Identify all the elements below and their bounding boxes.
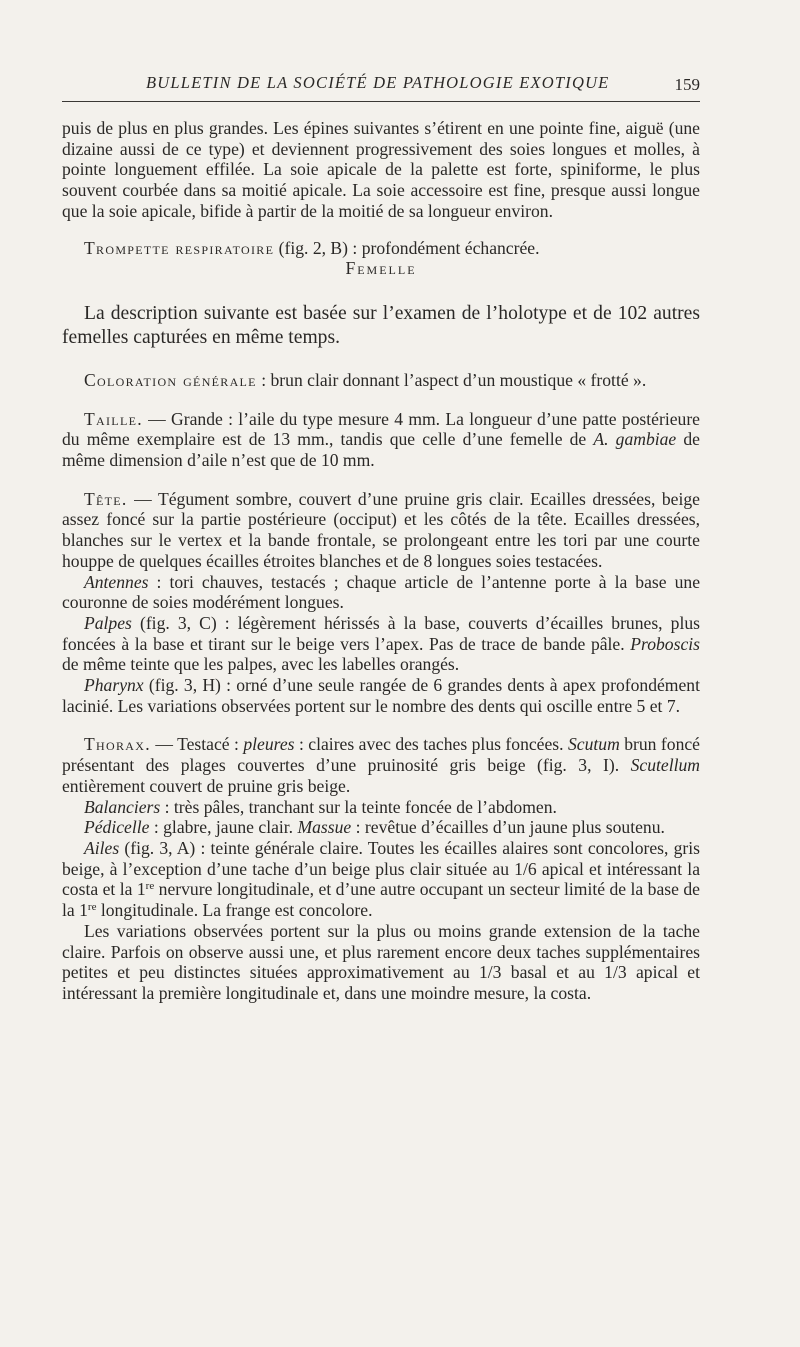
body-text — [62, 118, 700, 1004]
running-header — [62, 73, 702, 97]
trompette-text: (fig. 2, B) : profondément échancrée. — [274, 237, 540, 258]
journal-title: BULLETIN DE LA SOCIÉTÉ DE PATHOLOGIE EXOTIQUE — [146, 73, 610, 92]
scutellum-term: Scutellum — [630, 755, 700, 776]
page-number: 159 — [674, 75, 700, 94]
coloration-label: Coloration générale — [84, 369, 257, 390]
tete-text: — Tégument sombre, couvert d’une pruine gris clair. Ecailles dressées, beige assez foncé sur la partie postérieure (occiput) et les côtés de la tête. Ecailles dressées, blanches sur le vertex et la bande frontale, se prolongeant entre les tori par une courte houppe de quelques écailles étroites blanches et de 8 longues soies testacées. — [62, 488, 700, 571]
pleures-term: pleures — [243, 734, 295, 755]
pharynx-text: (fig. 3, H) : orné d’une seule rangée de 6 grandes dents à apex profondément lacinié. Les variations observées portent sur le nombre des dents qui oscille entre 5 et 7. — [62, 675, 700, 716]
paragraph-continuation: puis de plus en plus grandes. Les épines suivantes s’étirent en une pointe fine, aiguë (une dizaine aussi de ce type) et deviennent progressivement des soies longues et molles, à pointe longuement effilée. La soie apicale de la palette est forte, spiniforme, le plus souvent courbée dans sa moitié apicale. La soie accessoire est fine, presque aussi longue que la soie apicale, bifide à partir de la moitié de sa longueur environ. — [62, 118, 700, 221]
ailes-sup-2: re — [87, 901, 97, 914]
massue-term: Massue — [297, 817, 352, 838]
paragraph-pharynx — [62, 675, 700, 716]
taille-text-1: — Grande : l’aile du type mesure 4 mm. La longueur d’une patte postérieure du même exemplaire est de 13 mm., tandis que celle d’une femelle de — [62, 408, 700, 450]
thorax-text-4: entièrement couvert de pruine gris beige. — [62, 775, 351, 796]
header-rule — [62, 101, 700, 102]
ailes-text-3: longitudinale. La frange est concolore. — [96, 900, 373, 921]
ailes-text-1: (fig. 3, A) : teinte générale claire. Toutes les écailles alaires sont concolores, gris beige, à l’exception d’une tache d’un beige plus clair située au 1/6 apical et intéressant la costa et la 1 — [62, 837, 700, 900]
taille-species: A. gambiae — [593, 429, 677, 450]
paragraph-variations: Les variations observées portent sur la plus ou moins grande extension de la tache claire. Parfois on observe aussi une, et plus rarement encore deux taches supplémentaires petites et peu distinctes situées approximativement au 1/3 basal et au 1/3 apical et intéressant la première longitudinale et, dans une moindre mesure, la costa. — [62, 920, 700, 1003]
pharynx-term: Pharynx — [84, 675, 144, 696]
thorax-text-2: : claires avec des taches plus foncées. — [294, 734, 568, 755]
scutum-term: Scutum — [567, 734, 620, 755]
ailes-sup-1: re — [145, 880, 155, 893]
ailes-term: Ailes — [84, 837, 120, 858]
antennes-term: Antennes — [84, 571, 149, 592]
pedicelle-text-2: : revêtue d’écailles d’un jaune plus soutenu. — [351, 817, 665, 838]
paragraph-ailes — [62, 838, 700, 921]
ailes-text-2: nervure longitudinale, et d’une autre occupant un secteur limité de la base de la 1 — [62, 879, 700, 921]
lead-paragraph: La description suivante est basée sur l’examen de l’holotype et de 102 autres femelles capturées en même temps. — [62, 302, 700, 348]
paragraph-antennes — [62, 572, 700, 613]
balanciers-term: Balanciers — [84, 796, 161, 817]
balanciers-text: : très pâles, tranchant sur la teinte foncée de l’abdomen. — [160, 796, 557, 817]
paragraph-trompette — [62, 238, 700, 259]
proboscis-term: Proboscis — [630, 633, 700, 654]
taille-text-2: de même dimension d’aile n’est que de 10 mm. — [62, 429, 700, 471]
antennes-text: : tori chauves, testacés ; chaque article de l’antenne porte à la base une couronne de soies modérément longues. — [62, 571, 700, 613]
paragraph-palpes — [62, 613, 700, 675]
palpes-text-1: (fig. 3, C) : légèrement hérissés à la base, couverts d’écailles brunes, plus foncées à la base et tirant sur le beige vers l’apex. Pas de trace de bande pâle. — [62, 612, 700, 654]
paragraph-tete — [62, 489, 700, 572]
paragraph-coloration — [62, 370, 700, 391]
section-title: Femelle — [345, 258, 417, 279]
thorax-text-3: brun foncé présentant des plages couvertes d’une pruinosité gris beige (fig. 3, I). — [62, 734, 700, 776]
pedicelle-text-1: : glabre, jaune clair. — [149, 817, 298, 838]
pedicelle-term: Pédicelle — [84, 817, 150, 838]
paragraph-pedicelle — [62, 817, 700, 838]
thorax-text-1: — Testacé : — [150, 734, 244, 755]
palpes-text-2: de même teinte que les palpes, avec les labelles orangés. — [62, 654, 460, 675]
paragraph-balanciers — [62, 797, 700, 818]
paragraph-thorax — [62, 734, 700, 796]
trompette-label: Trompette respiratoire — [84, 237, 275, 258]
tete-label: Tête. — [84, 488, 128, 509]
thorax-label: Thorax. — [84, 734, 151, 755]
taille-label: Taille. — [84, 408, 143, 429]
paragraph-taille — [62, 409, 700, 471]
coloration-text: : brun clair donnant l’aspect d’un moustique « frotté ». — [256, 369, 647, 390]
palpes-term: Palpes — [84, 612, 132, 633]
